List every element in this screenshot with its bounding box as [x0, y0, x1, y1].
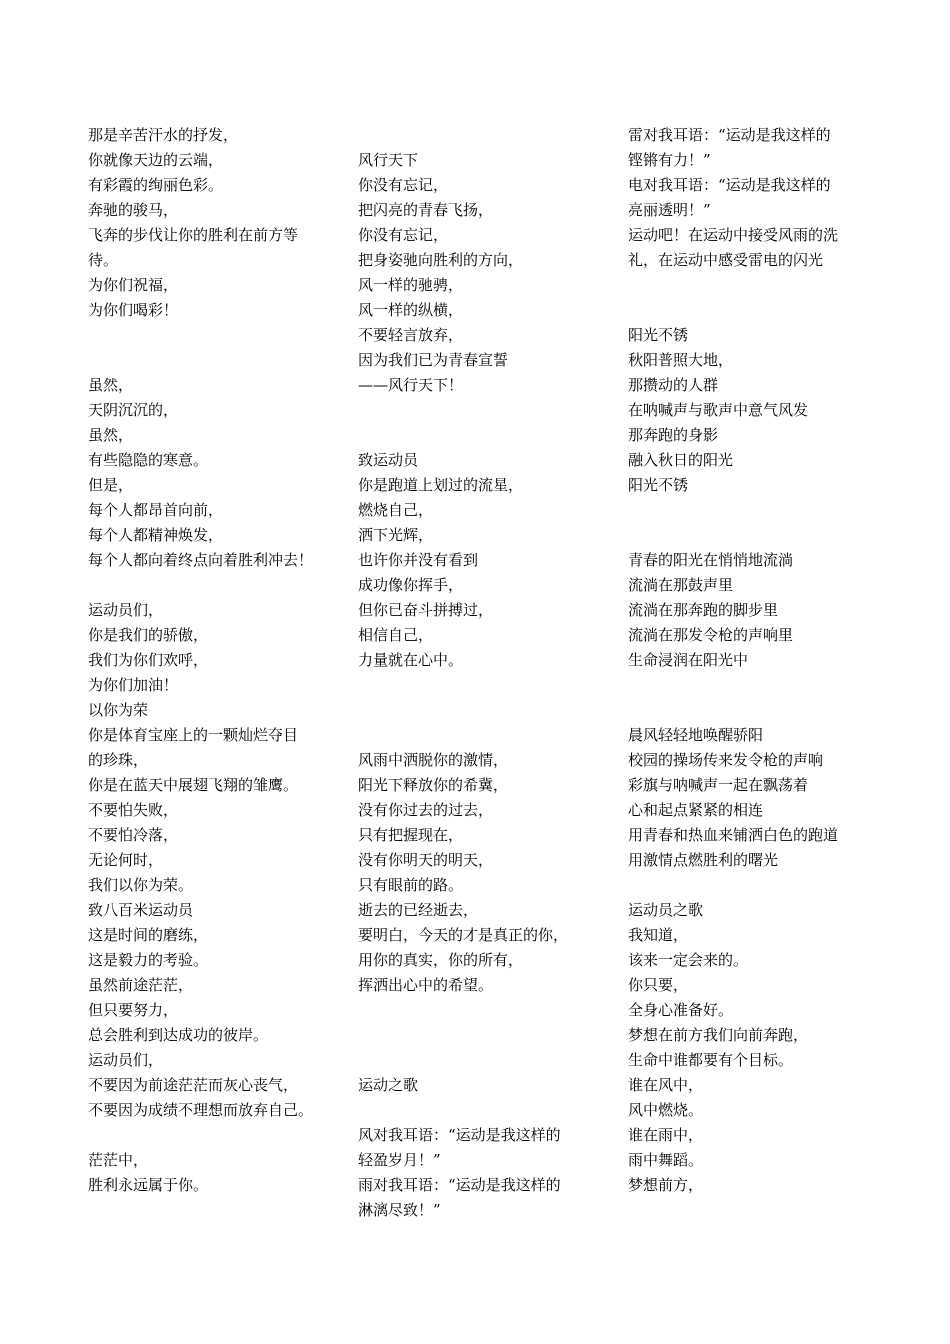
- text-line: 不要轻言放弃，: [358, 326, 464, 344]
- blank-line: [88, 1123, 338, 1148]
- text-line: 阳光下释放你的希冀，: [358, 776, 509, 794]
- text-column-middle: [358, 148, 608, 1223]
- text-line: 虽然，: [88, 426, 134, 444]
- text-line: 风一样的纵横，: [358, 301, 464, 319]
- blank-line: [358, 673, 608, 698]
- text-line: 阳光不锈: [628, 476, 689, 494]
- text-line: 因为我们已为青春宣誓: [358, 351, 509, 369]
- blank-line: [628, 498, 878, 523]
- text-line: 那奔跑的身影: [628, 426, 719, 444]
- text-line: 雷对我耳语：“运动是我这样的: [628, 126, 831, 144]
- text-line: 把闪亮的青春飞扬，: [358, 201, 494, 219]
- blank-line: [628, 298, 878, 323]
- text-line: 雨对我耳语：“运动是我这样的: [358, 1176, 561, 1194]
- text-line: 逝去的已经逝去，: [358, 901, 479, 919]
- text-line: 天阴沉沉的，: [88, 401, 179, 419]
- text-line: 有彩霞的绚丽色彩。: [88, 176, 224, 194]
- text-line: 用青春和热血来铺洒白色的跑道: [628, 826, 839, 844]
- blank-line: [358, 1023, 608, 1048]
- text-line: 你就像天边的云端，: [88, 151, 224, 169]
- text-line: 力量就在心中。: [358, 651, 464, 669]
- text-line: 运动员们，: [88, 601, 164, 619]
- text-line: 校园的操场传来发令枪的声响: [628, 751, 824, 769]
- text-line: 那是辛苦汗水的抒发，: [88, 126, 239, 144]
- text-line: 梦想在前方我们向前奔跑，: [628, 1026, 809, 1044]
- text-line: 风对我耳语：“运动是我这样的: [358, 1126, 561, 1144]
- text-line: 但你已奋斗拼搏过，: [358, 601, 494, 619]
- text-line: 每个人都向着终点向着胜利冲去！: [88, 551, 314, 569]
- text-line: 把身姿驰向胜利的方向，: [358, 251, 524, 269]
- text-line: 风行天下: [358, 151, 419, 169]
- text-line: 挥洒出心中的希望。: [358, 976, 494, 994]
- text-line: 生命中谁都要有个目标。: [628, 1051, 794, 1069]
- text-line: 你没有忘记，: [358, 176, 449, 194]
- text-line: 谁在风中，: [628, 1076, 704, 1094]
- blank-line: [628, 273, 878, 298]
- text-line: 融入秋日的阳光: [628, 451, 734, 469]
- text-line: 为你们喝彩！: [88, 301, 179, 319]
- text-line: 风雨中洒脱你的激情，: [358, 751, 509, 769]
- text-line: 晨风轻轻地唤醒骄阳: [628, 726, 764, 744]
- text-line: 成功像你挥手，: [358, 576, 464, 594]
- text-line: 燃烧自己，: [358, 501, 434, 519]
- text-line: 你是在蓝天中展翅飞翔的雏鹰。: [88, 776, 299, 794]
- blank-line: [358, 998, 608, 1023]
- blank-line: [358, 1098, 608, 1123]
- text-line: 不要怕失败，: [88, 801, 179, 819]
- text-line: 流淌在那鼓声里: [628, 576, 734, 594]
- text-line: 茫茫中，: [88, 1151, 149, 1169]
- text-line: 轻盈岁月！”: [358, 1151, 441, 1169]
- text-line: 有些隐隐的寒意。: [88, 451, 209, 469]
- text-line: 我们为你们欢呼，: [88, 651, 209, 669]
- text-line: 虽然，: [88, 376, 134, 394]
- text-line: 流淌在那奔跑的脚步里: [628, 601, 779, 619]
- text-line: 不要因为成绩不理想而放弃自己。: [88, 1101, 314, 1119]
- text-column-left: [88, 123, 338, 1198]
- text-line: 我们以你为荣。: [88, 876, 194, 894]
- text-line: 也许你并没有看到: [358, 551, 479, 569]
- text-line: 这是毅力的考验。: [88, 951, 209, 969]
- text-line: 你是我们的骄傲，: [88, 626, 209, 644]
- text-line: 你是体育宝座上的一颗灿烂夺目: [88, 726, 299, 744]
- text-line: 以你为荣: [88, 701, 149, 719]
- text-line: 全身心准备好。: [628, 1001, 734, 1019]
- text-line: 每个人都精神焕发，: [88, 526, 224, 544]
- text-line: 青春的阳光在悄悄地流淌: [628, 551, 794, 569]
- blank-line: [628, 673, 878, 698]
- text-line: 彩旗与呐喊声一起在飘荡着: [628, 776, 809, 794]
- text-line: 致运动员: [358, 451, 419, 469]
- text-line: 心和起点紧紧的相连: [628, 801, 764, 819]
- text-line: 相信自己，: [358, 626, 434, 644]
- text-line: 你是跑道上划过的流星，: [358, 476, 524, 494]
- text-line: 在呐喊声与歌声中意气风发: [628, 401, 809, 419]
- blank-line: [358, 1048, 608, 1073]
- text-line: 但是，: [88, 476, 134, 494]
- text-line: 你只要，: [628, 976, 689, 994]
- text-line: 虽然前途茫茫，: [88, 976, 194, 994]
- blank-line: [88, 348, 338, 373]
- blank-line: [358, 723, 608, 748]
- text-line: ——风行天下！: [358, 376, 464, 394]
- blank-line: [358, 423, 608, 448]
- text-line: 梦想前方，: [628, 1176, 704, 1194]
- text-line: 用激情点燃胜利的曙光: [628, 851, 779, 869]
- text-line: 我知道，: [628, 926, 689, 944]
- text-line: 电对我耳语：“运动是我这样的: [628, 176, 831, 194]
- text-line: 那攒动的人群: [628, 376, 719, 394]
- text-line: 阳光不锈: [628, 326, 689, 344]
- text-line: 你没有忘记，: [358, 226, 449, 244]
- text-line: 不要怕冷落，: [88, 826, 179, 844]
- blank-line: [88, 323, 338, 348]
- text-line: 要明白，今天的才是真正的你，: [358, 926, 569, 944]
- text-line: 雨中舞蹈。: [628, 1151, 704, 1169]
- text-line: 风中燃烧。: [628, 1101, 704, 1119]
- text-line: 该来一定会来的。: [628, 951, 749, 969]
- text-line: 胜利永远属于你。: [88, 1176, 209, 1194]
- blank-line: [628, 523, 878, 548]
- blank-line: [358, 398, 608, 423]
- blank-line: [628, 698, 878, 723]
- text-line: 谁在雨中，: [628, 1126, 704, 1144]
- text-line: 奔驰的骏马，: [88, 201, 179, 219]
- text-line: 运动之歌: [358, 1076, 419, 1094]
- text-line: 没有你过去的过去，: [358, 801, 494, 819]
- text-line: 每个人都昂首向前，: [88, 501, 224, 519]
- text-line: 洒下光辉，: [358, 526, 434, 544]
- text-line: 亮丽透明！”: [628, 201, 711, 219]
- text-line: 秋阳普照大地，: [628, 351, 734, 369]
- text-line: 礼，在运动中感受雷电的闪光: [628, 251, 824, 269]
- text-line: 飞奔的步伐让你的胜利在前方等: [88, 226, 299, 244]
- text-line: 只有眼前的路。: [358, 876, 464, 894]
- text-line: 的珍珠，: [88, 751, 149, 769]
- text-line: 不要因为前途茫茫而灰心丧气，: [88, 1076, 299, 1094]
- blank-line: [358, 698, 608, 723]
- text-line: 铿锵有力！”: [628, 151, 711, 169]
- text-line: 待。: [88, 251, 119, 269]
- text-line: 运动员们，: [88, 1051, 164, 1069]
- text-line: 为你们加油！: [88, 676, 179, 694]
- text-line: 为你们祝福，: [88, 276, 179, 294]
- text-line: 总会胜利到达成功的彼岸。: [88, 1026, 269, 1044]
- text-line: 这是时间的磨练，: [88, 926, 209, 944]
- text-line: 生命浸润在阳光中: [628, 651, 749, 669]
- text-line: 流淌在那发令枪的声响里: [628, 626, 794, 644]
- text-line: 只有把握现在，: [358, 826, 464, 844]
- blank-line: [88, 573, 338, 598]
- text-line: 运动吧！在运动中接受风雨的洗: [628, 226, 839, 244]
- text-line: 用你的真实，你的所有，: [358, 951, 524, 969]
- text-line: 淋漓尽致！”: [358, 1201, 441, 1219]
- text-line: 致八百米运动员: [88, 901, 194, 919]
- text-line: 无论何时，: [88, 851, 164, 869]
- text-line: 运动员之歌: [628, 901, 704, 919]
- text-line: 但只要努力，: [88, 1001, 179, 1019]
- text-column-right: [628, 123, 878, 1198]
- text-line: 没有你明天的明天，: [358, 851, 494, 869]
- blank-line: [628, 873, 878, 898]
- text-line: 风一样的驰骋，: [358, 276, 464, 294]
